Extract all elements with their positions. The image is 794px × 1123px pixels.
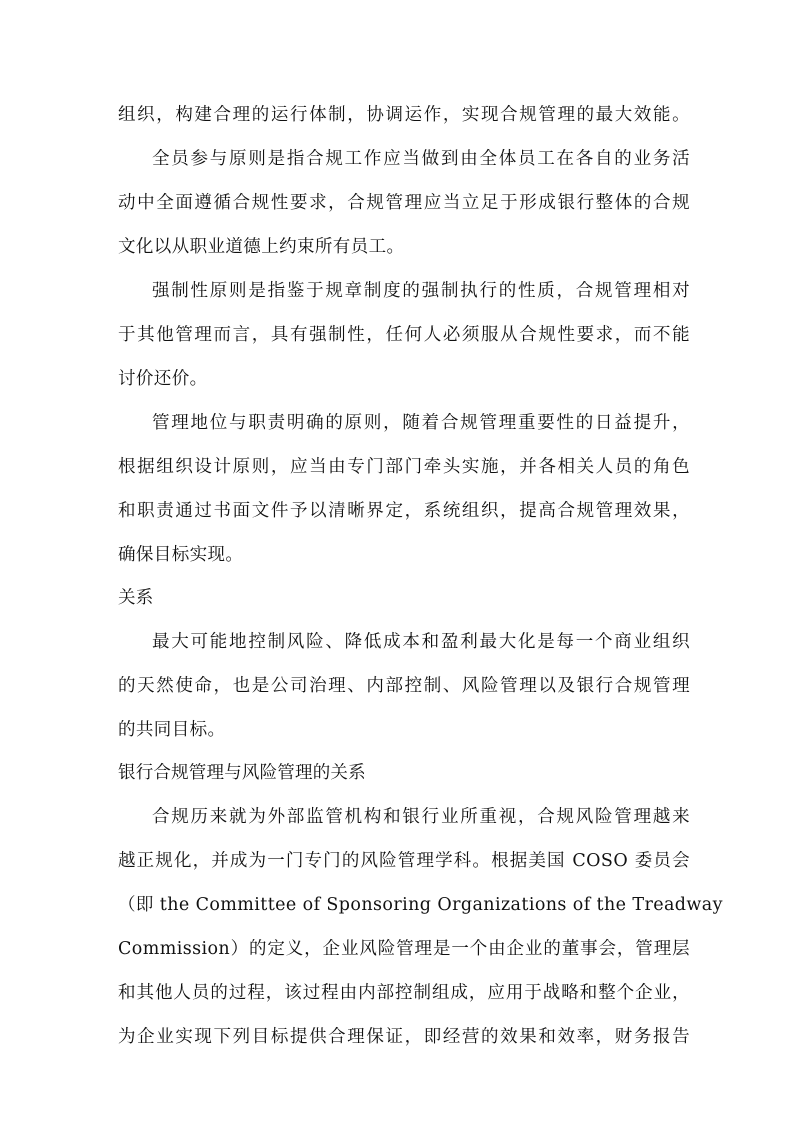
paragraph-line: 管理地位与职责明确的原则，随着合规管理重要性的日益提升，: [152, 413, 690, 433]
paragraph-line: 全员参与原则是指合规工作应当做到由全体员工在各自的业务活: [152, 149, 690, 169]
paragraph-line: 和其他人员的过程，该过程由内部控制组成，应用于战略和整个企业，: [118, 983, 690, 1003]
paragraph-line: 强制性原则是指鉴于规章制度的强制执行的性质，合规管理相对: [152, 281, 690, 301]
paragraph-line: 动中全面遵循合规性要求，合规管理应当立足于形成银行整体的合规: [118, 193, 690, 213]
paragraph-line: 文化以从职业道德上约束所有员工。: [118, 237, 405, 257]
paragraph-line: 的天然使命，也是公司治理、内部控制、风险管理以及银行合规管理: [118, 676, 690, 696]
paragraph-line: 为企业实现下列目标提供合理保证，即经营的效果和效率，财务报告: [118, 1027, 690, 1047]
paragraph-line: 根据组织设计原则，应当由专门部门牵头实施，并各相关人员的角色: [118, 457, 690, 477]
paragraph-line: 最大可能地控制风险、降低成本和盈利最大化是每一个商业组织: [152, 632, 690, 652]
section-heading: 银行合规管理与风险管理的关系: [118, 763, 366, 783]
section-heading: 关系: [118, 588, 154, 608]
paragraph-line: 于其他管理而言，具有强制性，任何人必须服从合规性要求，而不能: [118, 325, 690, 345]
paragraph-line: 和职责通过书面文件予以清晰界定，系统组织，提高合规管理效果，: [118, 501, 690, 521]
paragraph-line: 合规历来就为外部监管机构和银行业所重视，合规风险管理越来: [152, 807, 690, 827]
paragraph-line: 讨价还价。: [118, 369, 208, 389]
paragraph-line: 确保目标实现。: [118, 545, 244, 565]
paragraph-line: 组织，构建合理的运行体制，协调运作，实现合规管理的最大效能。: [118, 105, 690, 125]
paragraph-line: 的共同目标。: [118, 720, 226, 740]
paragraph-line: 越正规化，并成为一门专门的风险管理学科。根据美国 COSO 委员会: [118, 851, 690, 871]
paragraph-line: Commission）的定义，企业风险管理是一个由企业的董事会，管理层: [118, 939, 690, 959]
paragraph-line: （即 the Committee of Sponsoring Organizations of the Treadway: [118, 895, 723, 915]
